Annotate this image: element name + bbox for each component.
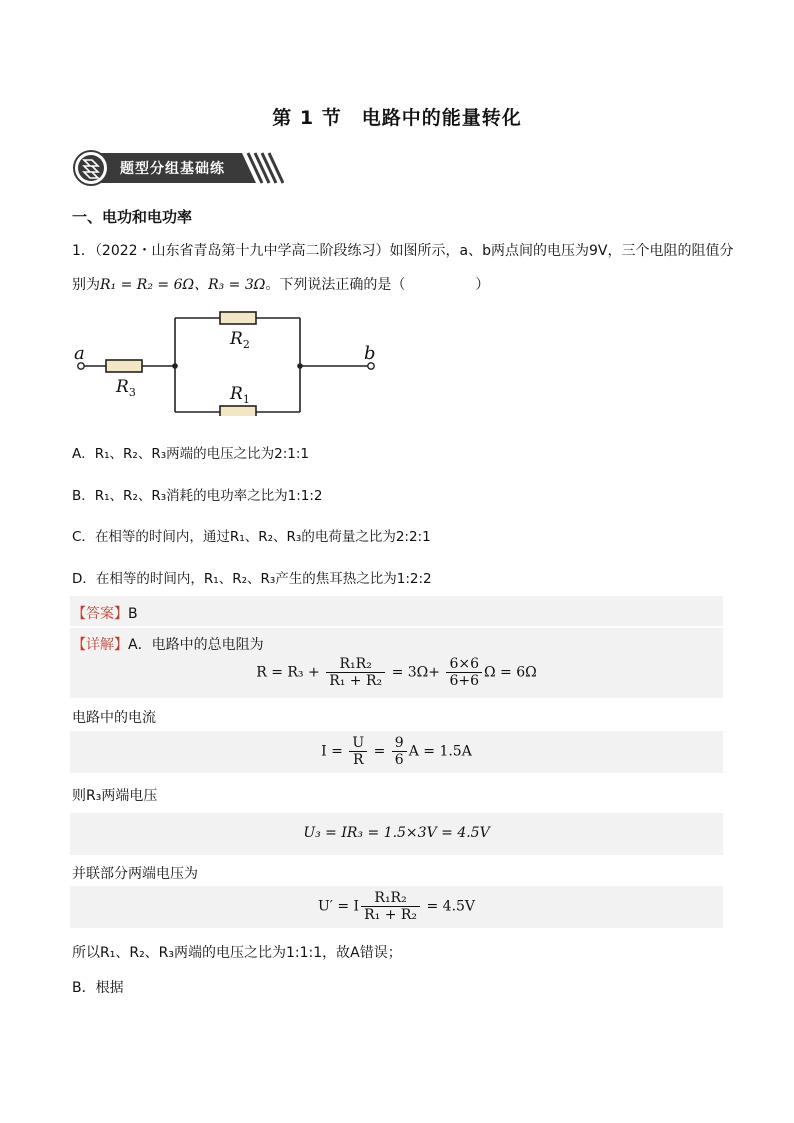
current-label: 电路中的电流 [72, 710, 156, 726]
next-step-text: B．根据 [72, 980, 124, 996]
question-line-2 [72, 274, 489, 294]
question-resistor-values: R₁ = R₂ = 6Ω、R₃ = 3Ω [100, 277, 266, 293]
equation-current-block [70, 731, 723, 773]
question-line-1: 1．（2022・山东省青岛第十九中学高二阶段练习）如图所示，a、b两点间的电压为9V，三个电阻的阻值分 [72, 243, 734, 259]
detail-tag: 【详解】 [72, 637, 128, 653]
detail-block [70, 628, 723, 698]
resistor-r2 [220, 312, 256, 324]
answer-value: B [128, 606, 138, 622]
label-r1: $R_1$ [230, 384, 250, 406]
page-title: 第 1 节 电路中的能量转化 [272, 107, 522, 129]
banner-label: 题型分组基础练 [120, 161, 225, 177]
question-line-2-post: 。下列说法正确的是（ ） [265, 277, 490, 293]
circuit-diagram [70, 304, 390, 416]
label-r2: $R_2$ [230, 329, 250, 351]
section-heading: 一、电功和电功率 [72, 208, 193, 226]
question-line-2-pre: 别为 [72, 277, 100, 293]
answer-block [70, 596, 723, 626]
conclusion-text: 所以R₁、R₂、R₃两端的电压之比为1:1:1，故A错误； [72, 945, 402, 961]
section-banner [72, 150, 284, 186]
r3-voltage-label: 则R₃两端电压 [72, 788, 158, 804]
answer-tag: 【答案】 [72, 606, 128, 622]
equation-parallel-voltage: U′ = I $\frac{\text{R₁R₂}}{\text{R₁ + R₂}}$ = 4.5V [317, 890, 476, 923]
equation-parallel-block [70, 886, 723, 928]
junction-right [297, 363, 303, 369]
label-r3: $R_3$ [116, 377, 136, 399]
parallel-label: 并联部分两端电压为 [72, 866, 198, 882]
option-b[interactable]: B．R₁、R₂、R₃消耗的电功率之比为1:1:2 [72, 488, 323, 504]
equation-r3-voltage: U₃ = IR₃ = 1.5×3V = 4.5V [303, 825, 490, 841]
ribbon-icon [80, 156, 102, 180]
detail-intro: A．电路中的总电阻为 [128, 637, 264, 653]
label-a: a [74, 343, 85, 364]
option-d[interactable]: D．在相等的时间内，R₁、R₂、R₃产生的焦耳热之比为1:2:2 [72, 571, 432, 587]
option-a[interactable]: A．R₁、R₂、R₃两端的电压之比为2:1:1 [72, 446, 309, 462]
equation-current: I = $\frac{U}{R}$ = $\frac{9}{6}$ A = 1.5A [321, 735, 472, 768]
option-c[interactable]: C．在相等的时间内，通过R₁、R₂、R₃的电荷量之比为2:2:1 [72, 529, 431, 545]
junction-left [172, 363, 178, 369]
equation-r3-block [70, 813, 723, 855]
label-b: b [364, 343, 376, 364]
equation-total-resistance: R = R₃ + $\frac{\text{R₁R₂}}{\text{R₁ + R₂}}$ = 3Ω+ $\frac{6\times 6}{6+6}$ Ω = 6Ω [256, 656, 537, 689]
resistor-r3 [106, 360, 142, 372]
resistor-r1 [220, 406, 256, 416]
